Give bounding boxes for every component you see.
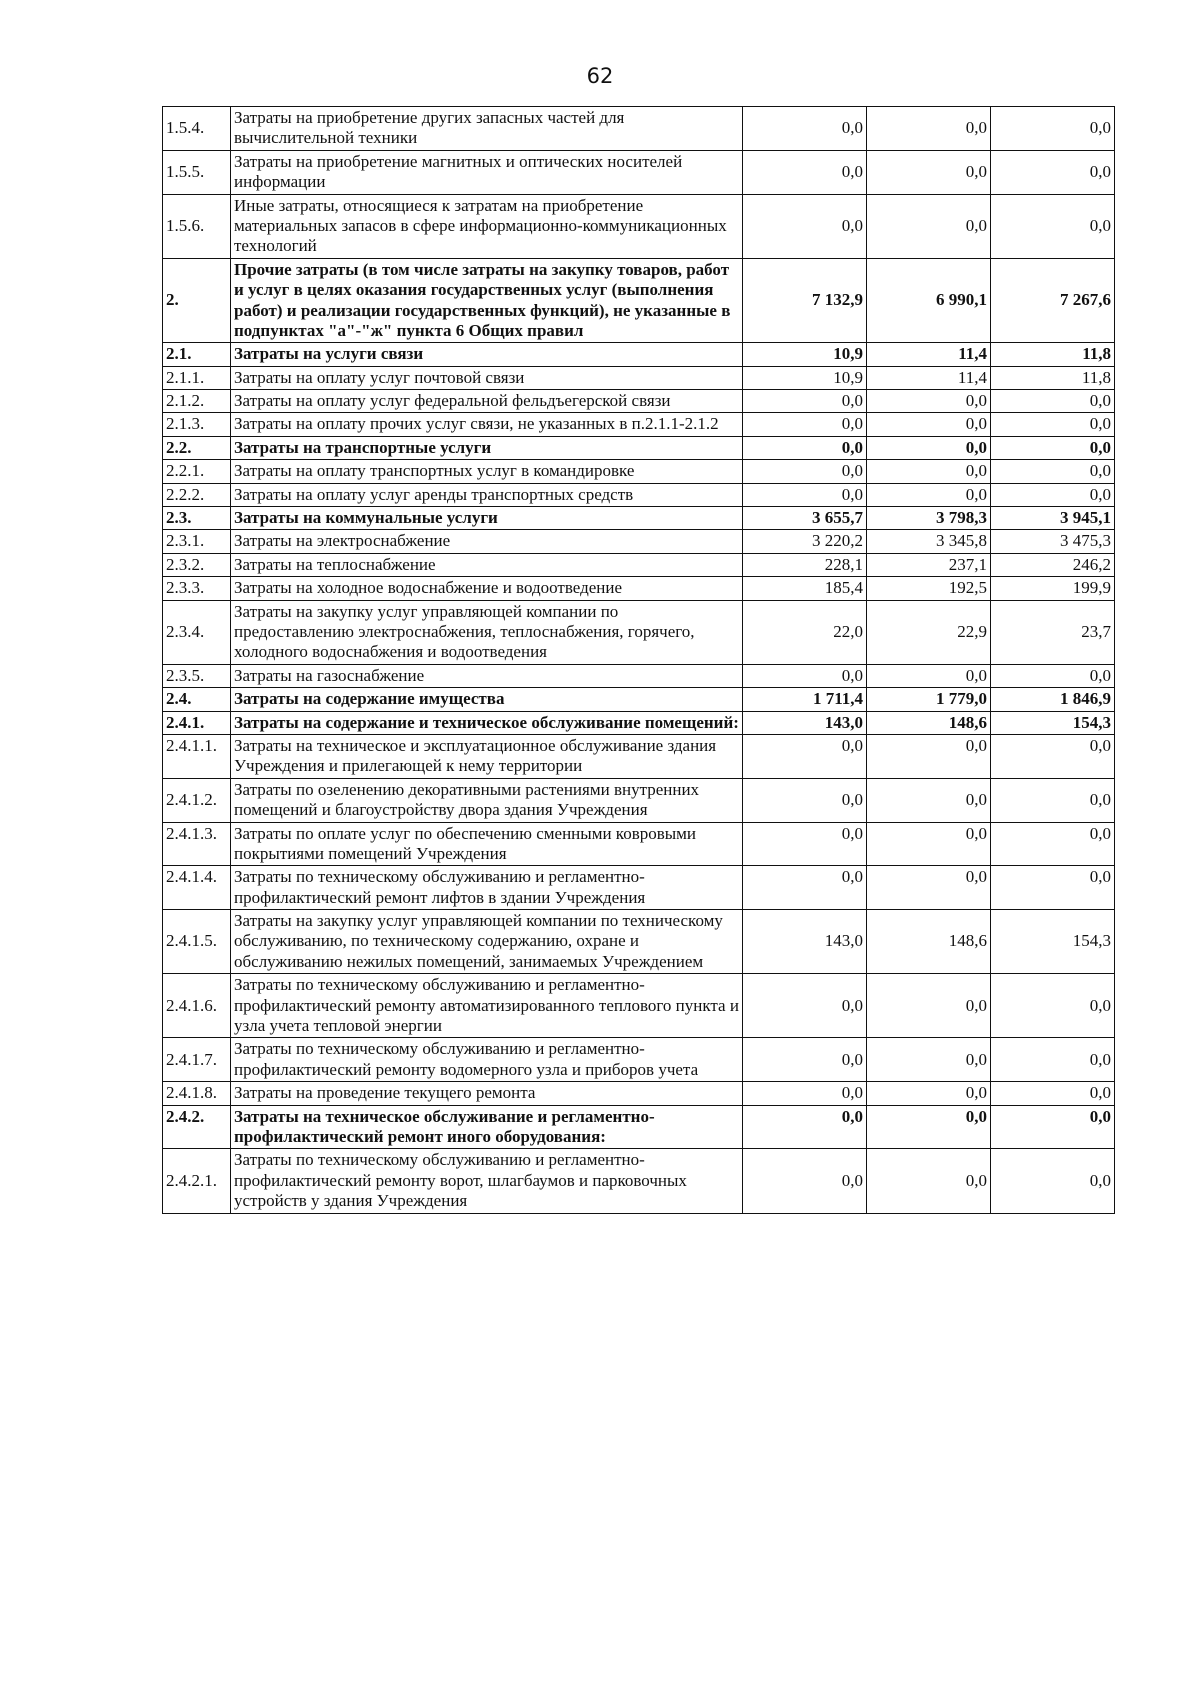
row-value-year-2: 0,0	[867, 1038, 991, 1082]
row-value-year-2: 237,1	[867, 553, 991, 576]
row-value-year-3: 23,7	[991, 600, 1115, 664]
row-value-year-2: 0,0	[867, 1082, 991, 1105]
row-value-year-1: 0,0	[743, 1082, 867, 1105]
row-value-year-3: 0,0	[991, 194, 1115, 258]
row-name: Затраты на приобретение магнитных и оптических носителей информации	[231, 150, 743, 194]
row-value-year-3: 0,0	[991, 734, 1115, 778]
row-name: Затраты по техническому обслуживанию и регламентно-профилактический ремонту автоматизированного теплового пункта и узла учета тепловой энергии	[231, 974, 743, 1038]
row-code: 2.4.1.2.	[163, 778, 231, 822]
row-name: Затраты на холодное водоснабжение и водоотведение	[231, 577, 743, 600]
row-code: 1.5.6.	[163, 194, 231, 258]
row-value-year-1: 0,0	[743, 1038, 867, 1082]
row-value-year-3: 246,2	[991, 553, 1115, 576]
row-name: Затраты на оплату прочих услуг связи, не указанных в п.2.1.1-2.1.2	[231, 413, 743, 436]
row-value-year-1: 0,0	[743, 107, 867, 151]
row-value-year-3: 11,8	[991, 366, 1115, 389]
row-code: 2.3.2.	[163, 553, 231, 576]
row-value-year-2: 0,0	[867, 664, 991, 687]
row-value-year-2: 6 990,1	[867, 258, 991, 343]
row-value-year-2: 11,4	[867, 366, 991, 389]
row-value-year-1: 0,0	[743, 974, 867, 1038]
table-row	[163, 974, 1115, 1038]
row-value-year-2: 1 779,0	[867, 688, 991, 711]
cost-table	[162, 106, 1115, 1214]
row-code: 2.4.1.3.	[163, 822, 231, 866]
row-value-year-3: 199,9	[991, 577, 1115, 600]
table-row	[163, 734, 1115, 778]
row-value-year-1: 0,0	[743, 866, 867, 910]
row-value-year-1: 0,0	[743, 194, 867, 258]
row-value-year-3: 0,0	[991, 436, 1115, 459]
row-value-year-1: 10,9	[743, 343, 867, 366]
row-value-year-2: 22,9	[867, 600, 991, 664]
row-code: 1.5.4.	[163, 107, 231, 151]
row-value-year-3: 0,0	[991, 974, 1115, 1038]
row-name: Затраты на приобретение других запасных частей для вычислительной техники	[231, 107, 743, 151]
row-value-year-2: 0,0	[867, 483, 991, 506]
row-code: 2.2.2.	[163, 483, 231, 506]
row-value-year-1: 3 655,7	[743, 507, 867, 530]
row-value-year-2: 0,0	[867, 1105, 991, 1149]
row-value-year-3: 0,0	[991, 390, 1115, 413]
row-value-year-2: 0,0	[867, 822, 991, 866]
table-row	[163, 343, 1115, 366]
row-code: 2.2.	[163, 436, 231, 459]
table-row	[163, 866, 1115, 910]
row-value-year-2: 0,0	[867, 974, 991, 1038]
table-row	[163, 778, 1115, 822]
row-code: 2.3.1.	[163, 530, 231, 553]
row-value-year-3: 0,0	[991, 866, 1115, 910]
table-row	[163, 413, 1115, 436]
table-row	[163, 711, 1115, 734]
row-value-year-2: 0,0	[867, 436, 991, 459]
row-value-year-3: 1 846,9	[991, 688, 1115, 711]
row-name: Затраты на техническое обслуживание и регламентно-профилактический ремонт иного оборудования:	[231, 1105, 743, 1149]
row-name: Затраты на оплату транспортных услуг в командировке	[231, 460, 743, 483]
row-value-year-3: 0,0	[991, 1082, 1115, 1105]
table-row	[163, 577, 1115, 600]
row-value-year-3: 0,0	[991, 1149, 1115, 1213]
row-value-year-3: 0,0	[991, 150, 1115, 194]
row-name: Затраты на содержание имущества	[231, 688, 743, 711]
table-row	[163, 107, 1115, 151]
row-value-year-3: 0,0	[991, 483, 1115, 506]
table-row	[163, 910, 1115, 974]
row-value-year-3: 0,0	[991, 413, 1115, 436]
row-code: 2.4.1.6.	[163, 974, 231, 1038]
table-row	[163, 553, 1115, 576]
row-name: Затраты на закупку услуг управляющей компании по предоставлению электроснабжения, теплоснабжения, горячего, холодного водоснабжения и водоотведения	[231, 600, 743, 664]
row-name: Иные затраты, относящиеся к затратам на приобретение материальных запасов в сфере информационно-коммуникационных технологий	[231, 194, 743, 258]
row-name: Затраты на техническое и эксплуатационное обслуживание здания Учреждения и прилегающей к нему территории	[231, 734, 743, 778]
row-name: Затраты по озеленению декоративными растениями внутренних помещений и благоустройству двора здания Учреждения	[231, 778, 743, 822]
row-code: 2.3.5.	[163, 664, 231, 687]
row-value-year-1: 7 132,9	[743, 258, 867, 343]
row-value-year-1: 0,0	[743, 150, 867, 194]
table-row	[163, 1038, 1115, 1082]
row-value-year-1: 0,0	[743, 460, 867, 483]
row-name: Затраты на оплату услуг почтовой связи	[231, 366, 743, 389]
row-value-year-3: 154,3	[991, 711, 1115, 734]
row-value-year-2: 0,0	[867, 866, 991, 910]
row-value-year-1: 0,0	[743, 1105, 867, 1149]
row-value-year-1: 22,0	[743, 600, 867, 664]
row-value-year-3: 3 945,1	[991, 507, 1115, 530]
row-value-year-1: 0,0	[743, 1149, 867, 1213]
row-value-year-1: 0,0	[743, 778, 867, 822]
row-code: 2.3.3.	[163, 577, 231, 600]
row-name: Затраты по техническому обслуживанию и регламентно-профилактический ремонту водомерного узла и приборов учета	[231, 1038, 743, 1082]
row-value-year-2: 3 345,8	[867, 530, 991, 553]
row-value-year-2: 3 798,3	[867, 507, 991, 530]
row-name: Затраты на оплату услуг аренды транспортных средств	[231, 483, 743, 506]
row-code: 2.4.1.5.	[163, 910, 231, 974]
row-code: 2.1.1.	[163, 366, 231, 389]
table-row	[163, 688, 1115, 711]
row-name: Затраты на транспортные услуги	[231, 436, 743, 459]
table-row	[163, 1149, 1115, 1213]
row-value-year-1: 0,0	[743, 390, 867, 413]
table-row	[163, 664, 1115, 687]
row-code: 2.2.1.	[163, 460, 231, 483]
row-value-year-2: 0,0	[867, 413, 991, 436]
row-code: 2.4.2.1.	[163, 1149, 231, 1213]
row-name: Затраты на оплату услуг федеральной фельдъегерской связи	[231, 390, 743, 413]
table-row	[163, 390, 1115, 413]
row-name: Затраты по техническому обслуживанию и регламентно-профилактический ремонт лифтов в здании Учреждения	[231, 866, 743, 910]
row-value-year-2: 148,6	[867, 711, 991, 734]
table-row	[163, 436, 1115, 459]
row-value-year-1: 228,1	[743, 553, 867, 576]
row-value-year-1: 1 711,4	[743, 688, 867, 711]
row-value-year-2: 0,0	[867, 734, 991, 778]
cost-table-body	[163, 107, 1115, 1214]
row-value-year-1: 0,0	[743, 483, 867, 506]
table-row	[163, 822, 1115, 866]
row-code: 2.	[163, 258, 231, 343]
row-code: 2.4.1.1.	[163, 734, 231, 778]
row-name: Затраты на коммунальные услуги	[231, 507, 743, 530]
table-row	[163, 483, 1115, 506]
table-row	[163, 194, 1115, 258]
row-value-year-3: 11,8	[991, 343, 1115, 366]
row-code: 2.4.	[163, 688, 231, 711]
row-name: Затраты на теплоснабжение	[231, 553, 743, 576]
row-code: 2.4.1.8.	[163, 1082, 231, 1105]
table-row	[163, 507, 1115, 530]
table-row	[163, 530, 1115, 553]
row-name: Затраты на газоснабжение	[231, 664, 743, 687]
row-value-year-3: 0,0	[991, 664, 1115, 687]
row-value-year-3: 3 475,3	[991, 530, 1115, 553]
table-row	[163, 150, 1115, 194]
table-row	[163, 1082, 1115, 1105]
row-value-year-2: 0,0	[867, 107, 991, 151]
row-value-year-1: 0,0	[743, 436, 867, 459]
table-row	[163, 366, 1115, 389]
row-value-year-1: 0,0	[743, 734, 867, 778]
table-row	[163, 460, 1115, 483]
row-code: 2.1.	[163, 343, 231, 366]
row-name: Затраты на проведение текущего ремонта	[231, 1082, 743, 1105]
row-code: 2.3.4.	[163, 600, 231, 664]
row-code: 2.1.2.	[163, 390, 231, 413]
row-value-year-1: 0,0	[743, 664, 867, 687]
row-code: 2.4.1.	[163, 711, 231, 734]
row-value-year-1: 143,0	[743, 910, 867, 974]
row-name: Затраты по оплате услуг по обеспечению сменными ковровыми покрытиями помещений Учреждения	[231, 822, 743, 866]
row-code: 2.4.1.4.	[163, 866, 231, 910]
row-value-year-1: 0,0	[743, 413, 867, 436]
row-value-year-2: 0,0	[867, 390, 991, 413]
row-value-year-1: 185,4	[743, 577, 867, 600]
row-value-year-3: 0,0	[991, 107, 1115, 151]
row-value-year-3: 0,0	[991, 822, 1115, 866]
row-name: Затраты на услуги связи	[231, 343, 743, 366]
row-value-year-3: 0,0	[991, 460, 1115, 483]
table-row	[163, 1105, 1115, 1149]
row-value-year-2: 0,0	[867, 194, 991, 258]
row-name: Затраты на содержание и техническое обслуживание помещений:	[231, 711, 743, 734]
row-value-year-3: 7 267,6	[991, 258, 1115, 343]
row-value-year-2: 0,0	[867, 1149, 991, 1213]
row-value-year-1: 3 220,2	[743, 530, 867, 553]
row-value-year-3: 0,0	[991, 778, 1115, 822]
row-code: 2.4.1.7.	[163, 1038, 231, 1082]
row-value-year-2: 0,0	[867, 150, 991, 194]
row-value-year-2: 0,0	[867, 460, 991, 483]
row-value-year-1: 143,0	[743, 711, 867, 734]
row-name: Затраты на закупку услуг управляющей компании по техническому обслуживанию, по техническому содержанию, охране и обслуживанию нежилых помещений, занимаемых Учреждением	[231, 910, 743, 974]
row-value-year-1: 10,9	[743, 366, 867, 389]
row-code: 2.3.	[163, 507, 231, 530]
row-value-year-3: 154,3	[991, 910, 1115, 974]
row-name: Затраты на электроснабжение	[231, 530, 743, 553]
row-value-year-2: 11,4	[867, 343, 991, 366]
row-value-year-2: 192,5	[867, 577, 991, 600]
row-name: Прочие затраты (в том числе затраты на закупку товаров, работ и услуг в целях оказания государственных услуг (выполнения работ) и реализации государственных функций), не указанные в подпунктах "а"-"ж" пункта 6 Общих правил	[231, 258, 743, 343]
table-row	[163, 258, 1115, 343]
page-number: 62	[586, 64, 614, 88]
row-value-year-3: 0,0	[991, 1105, 1115, 1149]
row-code: 1.5.5.	[163, 150, 231, 194]
row-code: 2.1.3.	[163, 413, 231, 436]
row-name: Затраты по техническому обслуживанию и регламентно-профилактический ремонту ворот, шлагбаумов и парковочных устройств у здания Учреждения	[231, 1149, 743, 1213]
row-value-year-3: 0,0	[991, 1038, 1115, 1082]
table-row	[163, 600, 1115, 664]
row-value-year-2: 0,0	[867, 778, 991, 822]
row-value-year-1: 0,0	[743, 822, 867, 866]
row-value-year-2: 148,6	[867, 910, 991, 974]
row-code: 2.4.2.	[163, 1105, 231, 1149]
